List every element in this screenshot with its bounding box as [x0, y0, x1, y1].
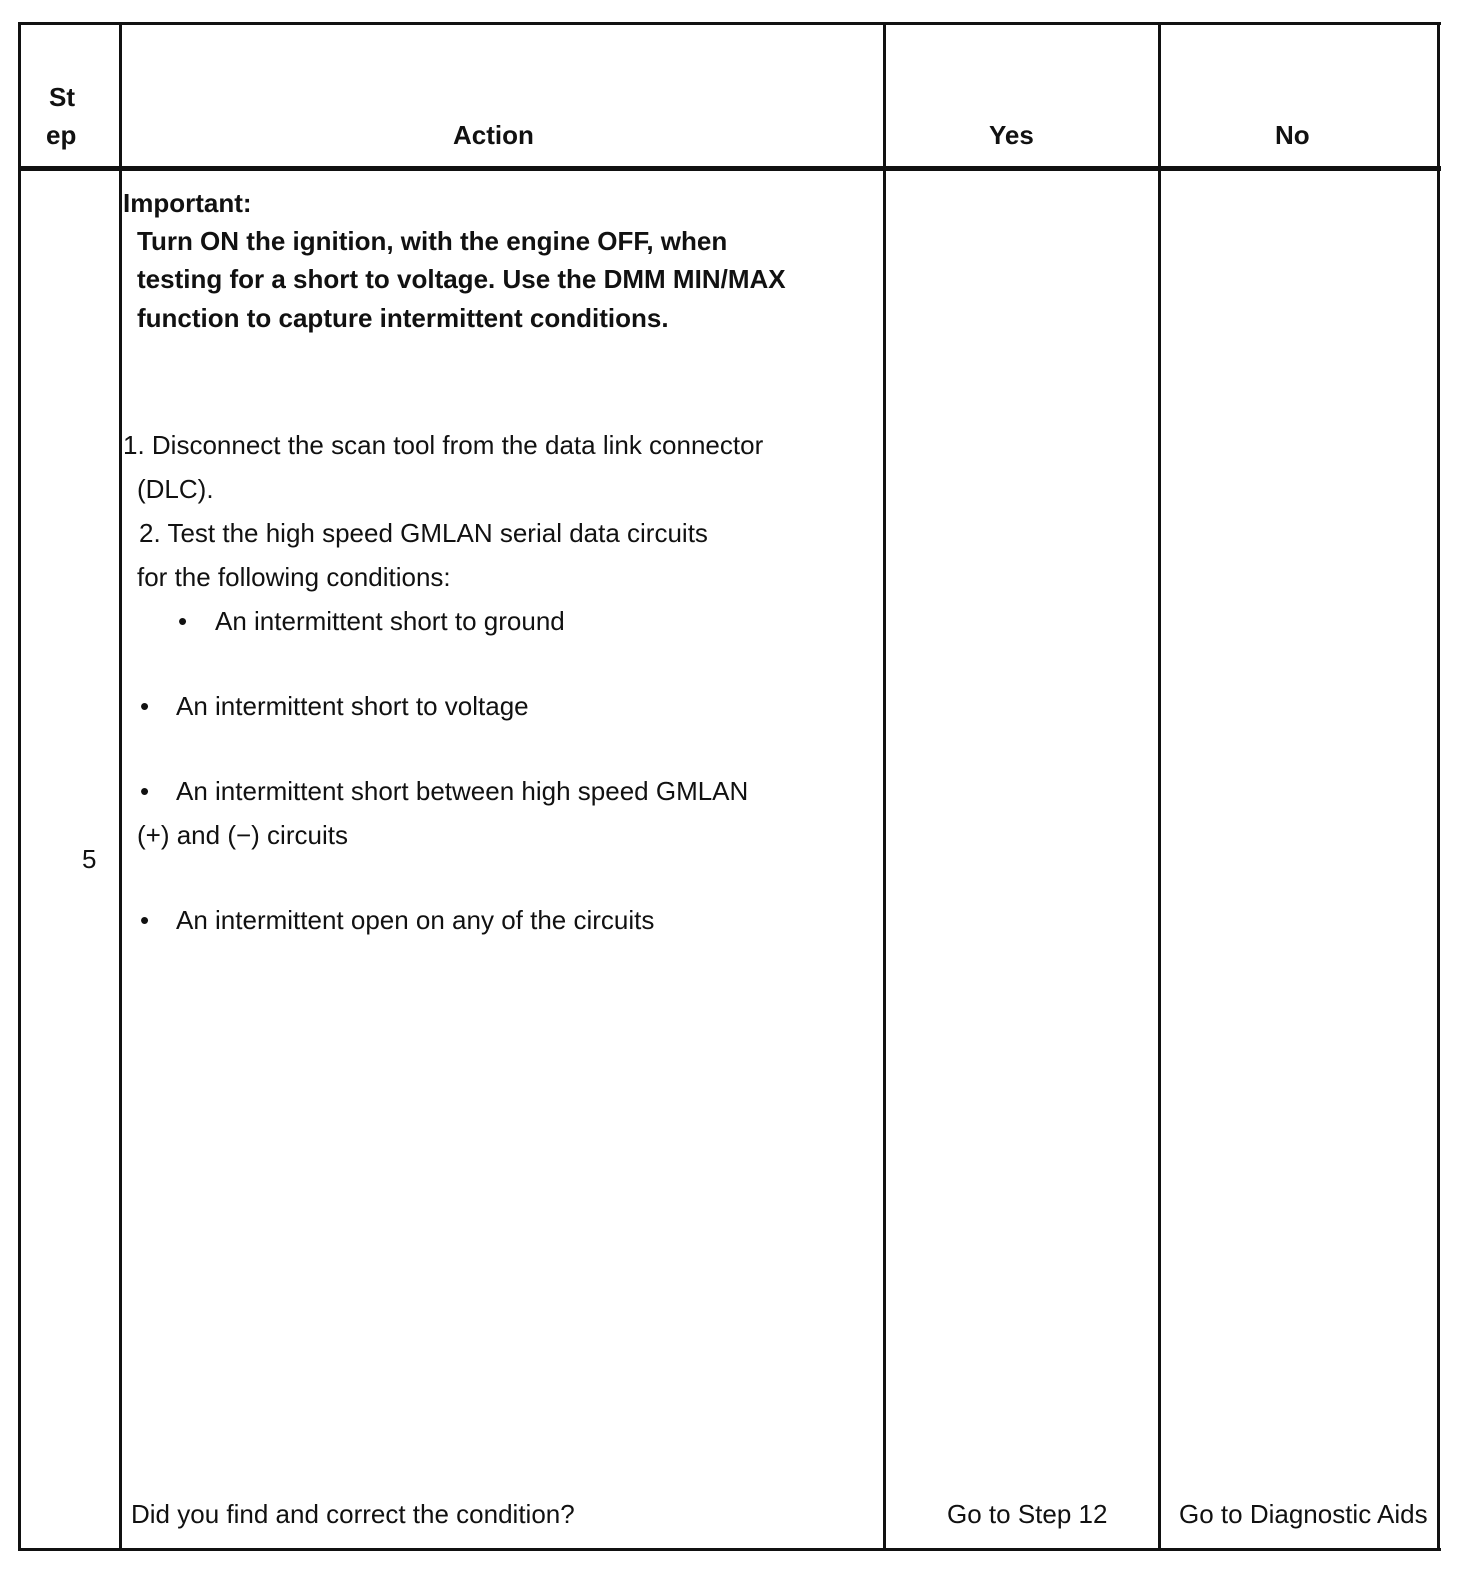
action-yes-divider: [883, 22, 886, 1551]
header-action: Action: [453, 120, 534, 150]
yes-result: Go to Step 12: [947, 1499, 1108, 1529]
condition-open-circuit: An intermittent open on any of the circuits: [176, 905, 655, 935]
important-note-line-2: testing for a short to voltage. Use the DMM MIN/MAX: [137, 264, 786, 294]
table-top-border: [18, 22, 1441, 25]
bullet-icon: •: [178, 606, 188, 636]
bullet-icon: •: [140, 691, 150, 721]
step-action-divider: [119, 22, 122, 1551]
header-divider: [18, 166, 1441, 171]
no-result: Go to Diagnostic Aids: [1179, 1499, 1428, 1529]
table-bottom-border: [18, 1548, 1441, 1551]
condition-short-between-circuits-cont: (+) and (−) circuits: [137, 820, 348, 850]
step-number: 5: [82, 844, 97, 874]
table-left-border: [18, 22, 21, 1551]
no-result-cell: [1161, 1490, 1437, 1540]
important-note-line-3: function to capture intermittent conditions.: [137, 303, 669, 333]
important-note-line-1: Turn ON the ignition, with the engine OFF, when: [137, 226, 728, 256]
condition-short-to-ground: An intermittent short to ground: [215, 606, 565, 636]
step-item-1-line-2: (DLC).: [137, 474, 214, 504]
step-item-1-line-1: 1. Disconnect the scan tool from the data link connector: [123, 430, 764, 460]
step-item-2-line-2: for the following conditions:: [137, 562, 451, 592]
header-step-line-2: ep: [46, 120, 77, 150]
header-step-line-1: St: [49, 82, 75, 112]
condition-short-between-circuits: An intermittent short between high speed GMLAN: [176, 776, 749, 806]
table-right-border: [1437, 22, 1440, 1551]
bullet-icon: •: [140, 776, 150, 806]
step-item-2-line-1: 2. Test the high speed GMLAN serial data circuits: [139, 518, 708, 548]
condition-short-to-voltage: An intermittent short to voltage: [176, 691, 529, 721]
bullet-icon: •: [140, 905, 150, 935]
yes-no-divider: [1158, 22, 1161, 1551]
important-label: Important:: [123, 188, 252, 218]
header-no: No: [1275, 120, 1310, 150]
header-yes: Yes: [989, 120, 1034, 150]
question-text: Did you find and correct the condition?: [131, 1499, 575, 1529]
